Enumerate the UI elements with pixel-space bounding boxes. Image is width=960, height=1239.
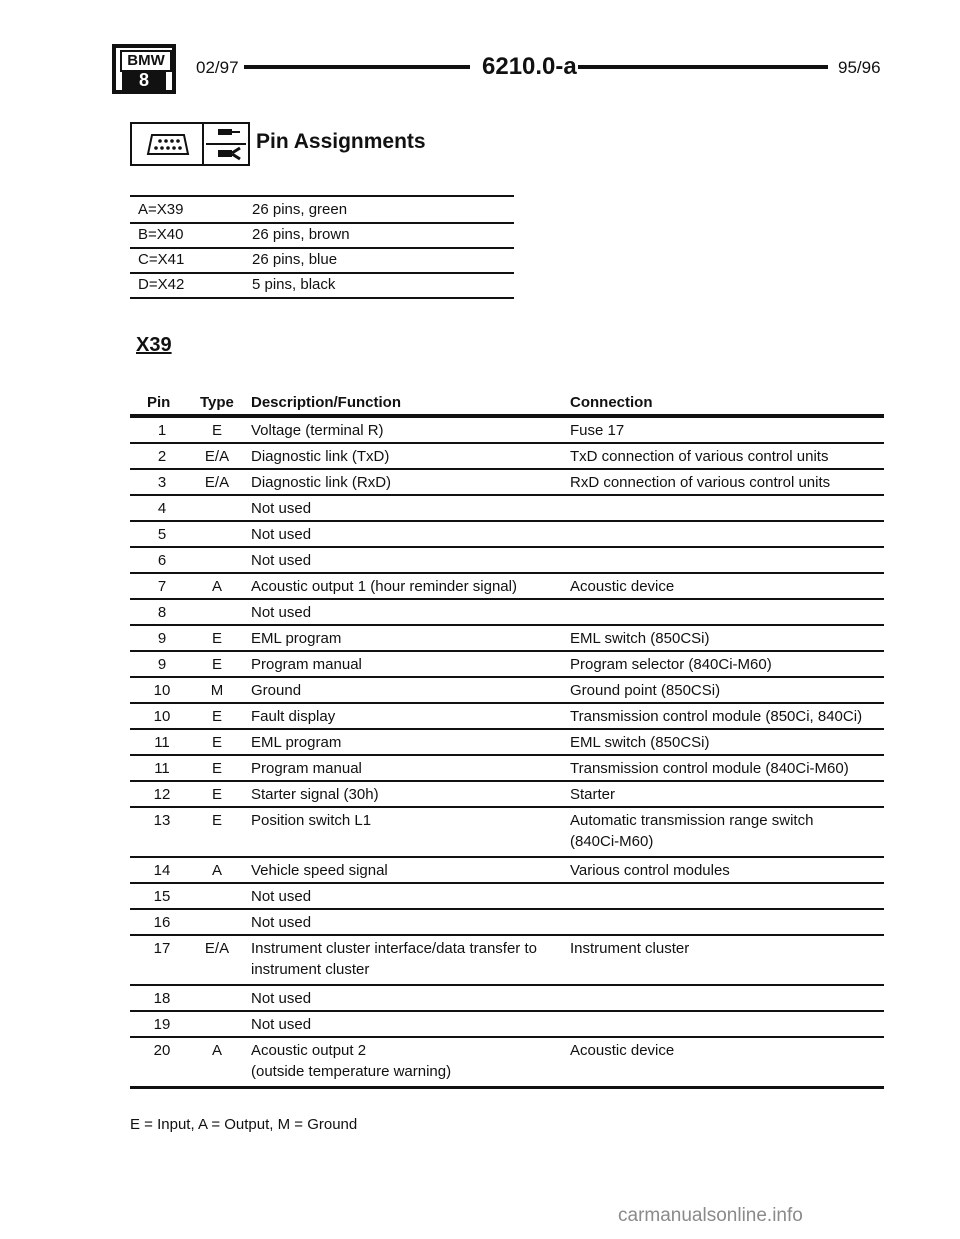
- pin-connection: Acoustic device: [570, 1042, 675, 1059]
- pin-number: 19: [153, 1016, 171, 1033]
- row-rule: [130, 1010, 884, 1012]
- pin-description: Not used: [251, 500, 312, 517]
- pin-connection: RxD connection of various control units: [570, 474, 831, 491]
- header-model-year: 95/96: [838, 58, 881, 77]
- pin-connection: Acoustic device: [570, 578, 675, 595]
- row-rule: [130, 572, 884, 574]
- connector-plug-icon: [130, 122, 204, 166]
- pin-description: Program manual: [251, 656, 362, 673]
- pin-number: 10: [153, 708, 171, 725]
- pin-number: 13: [153, 812, 171, 829]
- header-rule-right: [578, 65, 828, 69]
- pin-description: Not used: [251, 888, 312, 905]
- pin-description: Voltage (terminal R): [251, 422, 384, 439]
- assignment-key: D=X42: [138, 276, 185, 293]
- row-rule: [130, 934, 884, 936]
- assignment-value: 26 pins, blue: [252, 251, 338, 268]
- pin-type: E/A: [204, 940, 230, 957]
- pin-number: 9: [157, 630, 167, 647]
- col-header-type: Type: [200, 394, 234, 411]
- assignment-rule: [130, 272, 514, 274]
- pin-description: Instrument cluster interface/data transfer to: [251, 940, 537, 957]
- document-code: 6210.0-a: [482, 53, 577, 80]
- row-rule: [130, 442, 884, 444]
- pin-number: 4: [157, 500, 167, 517]
- row-rule: [130, 754, 884, 756]
- watermark: carmanualsonline.info: [618, 1205, 803, 1226]
- pin-type: E: [211, 812, 222, 829]
- col-header-pin: Pin: [147, 394, 171, 411]
- pin-description: Not used: [251, 914, 312, 931]
- row-rule: [130, 984, 884, 986]
- assignment-rule: [130, 297, 514, 299]
- pin-description: Diagnostic link (TxD): [251, 448, 390, 465]
- row-rule: [130, 546, 884, 548]
- assignment-value: 5 pins, black: [252, 276, 336, 293]
- pin-description: Acoustic output 2: [251, 1042, 367, 1059]
- pin-connection: EML switch (850CSi): [570, 734, 710, 751]
- pin-type: E: [211, 630, 222, 647]
- row-rule: [130, 676, 884, 678]
- pin-description: Not used: [251, 552, 312, 569]
- row-rule: [130, 1086, 884, 1089]
- row-rule: [130, 908, 884, 910]
- col-header-description: Description/Function: [251, 394, 401, 411]
- logo-series-number: 8: [122, 70, 166, 90]
- pin-number: 10: [153, 682, 171, 699]
- pin-description: Position switch L1: [251, 812, 372, 829]
- col-header-connection: Connection: [570, 394, 653, 411]
- assignment-value: 26 pins, brown: [252, 226, 350, 243]
- pin-connection: Instrument cluster: [570, 940, 690, 957]
- pin-connection: Starter: [570, 786, 616, 803]
- row-rule: [130, 598, 884, 600]
- pin-number: 16: [153, 914, 171, 931]
- pin-description-cont: (outside temperature warning): [251, 1063, 452, 1080]
- pin-type: E: [211, 786, 222, 803]
- pin-connection: Ground point (850CSi): [570, 682, 721, 699]
- pin-connection: TxD connection of various control units: [570, 448, 829, 465]
- pin-description: Starter signal (30h): [251, 786, 379, 803]
- pin-type: A: [211, 862, 222, 879]
- pin-number: 12: [153, 786, 171, 803]
- pin-type: E: [211, 708, 222, 725]
- pin-number: 17: [153, 940, 171, 957]
- row-rule: [130, 728, 884, 730]
- pin-description: Program manual: [251, 760, 362, 777]
- pin-type: E/A: [204, 474, 230, 491]
- pin-number: 8: [157, 604, 167, 621]
- pin-number: 15: [153, 888, 171, 905]
- type-legend: E = Input, A = Output, M = Ground: [130, 1116, 358, 1133]
- pin-description: Vehicle speed signal: [251, 862, 388, 879]
- pin-type: E: [211, 760, 222, 777]
- pin-type: A: [211, 578, 222, 595]
- pin-type: E: [211, 734, 222, 751]
- assignment-key: A=X39: [138, 201, 184, 218]
- pin-number: 11: [154, 760, 170, 777]
- header-date: 02/97: [196, 58, 239, 77]
- pin-connection: Transmission control module (840Ci-M60): [570, 760, 849, 777]
- table-header-rule: [130, 414, 884, 418]
- row-rule: [130, 650, 884, 652]
- pin-description: Not used: [251, 990, 312, 1007]
- row-rule: [130, 806, 884, 808]
- pin-number: 6: [157, 552, 167, 569]
- row-rule: [130, 624, 884, 626]
- assignment-key: C=X41: [138, 251, 185, 268]
- pin-connection: EML switch (850CSi): [570, 630, 710, 647]
- pin-description: Ground: [251, 682, 302, 699]
- assignment-rule: [130, 195, 514, 197]
- pin-number: 14: [153, 862, 171, 879]
- pin-description: EML program: [251, 630, 342, 647]
- pin-description: Diagnostic link (RxD): [251, 474, 392, 491]
- assignment-rule: [130, 247, 514, 249]
- pin-description-cont: instrument cluster: [251, 961, 370, 978]
- pin-connection: Various control modules: [570, 862, 730, 879]
- pin-type: E: [211, 422, 222, 439]
- assignment-value: 26 pins, green: [252, 201, 348, 218]
- pin-description: Not used: [251, 1016, 312, 1033]
- bmw-logo: [112, 44, 176, 94]
- pin-type: M: [210, 682, 224, 699]
- pin-description: Not used: [251, 604, 312, 621]
- section-title: Pin Assignments: [256, 130, 426, 153]
- logo-brand-text: BMW: [120, 50, 172, 72]
- pin-type: A: [211, 1042, 222, 1059]
- row-rule: [130, 520, 884, 522]
- pin-connection-cont: (840Ci-M60): [570, 833, 654, 850]
- assignment-key: B=X40: [138, 226, 184, 243]
- pin-number: 9: [157, 656, 167, 673]
- pin-description: EML program: [251, 734, 342, 751]
- row-rule: [130, 468, 884, 470]
- row-rule: [130, 780, 884, 782]
- pin-number: 20: [153, 1042, 171, 1059]
- pin-number: 18: [153, 990, 171, 1007]
- row-rule: [130, 1036, 884, 1038]
- pin-type: E: [211, 656, 222, 673]
- connector-heading: X39: [136, 334, 172, 356]
- pin-number: 7: [157, 578, 167, 595]
- assignment-rule: [130, 222, 514, 224]
- pin-number: 5: [157, 526, 167, 543]
- pin-number: 2: [157, 448, 167, 465]
- pin-number: 1: [157, 422, 167, 439]
- row-rule: [130, 494, 884, 496]
- pin-description: Fault display: [251, 708, 336, 725]
- row-rule: [130, 702, 884, 704]
- pin-description: Acoustic output 1 (hour reminder signal): [251, 578, 517, 595]
- row-rule: [130, 856, 884, 858]
- pin-connection: Program selector (840Ci-M60): [570, 656, 772, 673]
- pin-connection: Transmission control module (850Ci, 840Ci): [570, 708, 863, 725]
- pin-number: 11: [154, 734, 170, 751]
- pin-type: E/A: [204, 448, 230, 465]
- pin-description: Not used: [251, 526, 312, 543]
- row-rule: [130, 882, 884, 884]
- pin-connection: Automatic transmission range switch: [570, 812, 814, 829]
- pin-connection: Fuse 17: [570, 422, 625, 439]
- header-rule-left: [244, 65, 470, 69]
- pin-connector-icon: [204, 122, 250, 166]
- pin-number: 3: [157, 474, 167, 491]
